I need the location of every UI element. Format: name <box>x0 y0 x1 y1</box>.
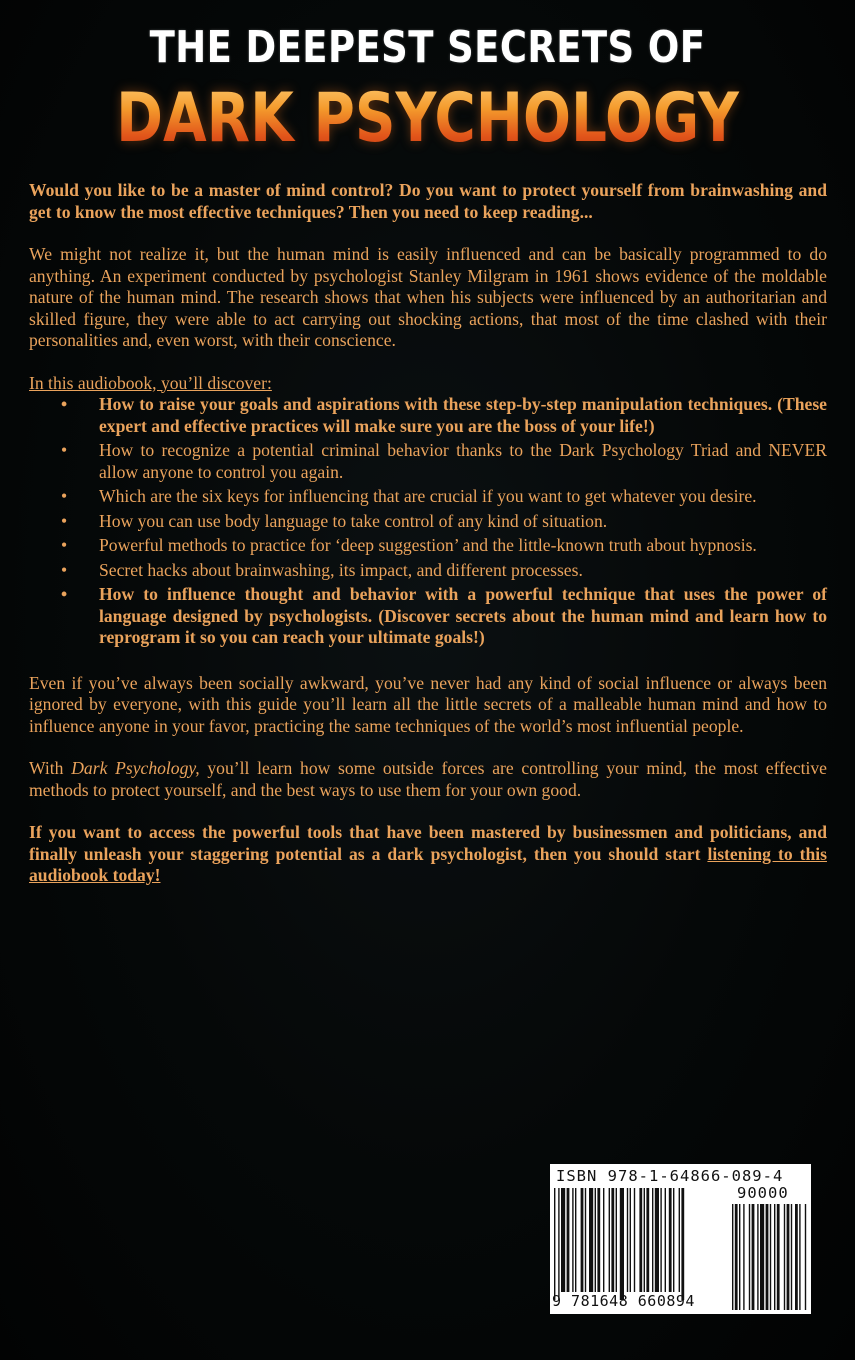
barcode-bar <box>575 1188 576 1292</box>
barcode-bar <box>567 1188 570 1292</box>
intro-paragraph: Would you like to be a master of mind control? Do you want to protect yourself from brainwashing and get to know the most effective techniques? Then you need to keep reading... <box>29 180 827 222</box>
barcode-bar <box>673 1188 674 1292</box>
barcode-bar <box>655 1188 659 1292</box>
list-item: • How to influence thought and behavior with a powerful technique that uses the power of language designed by psychologists. (Discover secrets about the human mind and learn how to reprogram it so you can reach your ultimate goals!) <box>99 584 827 649</box>
barcode-addon-bar <box>766 1204 769 1310</box>
barcode-bar <box>572 1188 573 1292</box>
closing-link: listening to this audiobook today! <box>29 843 827 885</box>
barcode-bar <box>597 1188 600 1292</box>
back-cover-blurb <box>29 180 827 887</box>
barcode-addon-bar <box>787 1204 790 1310</box>
isbn-number: ISBN 978-1-64866-089-4 <box>556 1167 784 1185</box>
body-paragraph-3 <box>29 758 827 801</box>
barcode-bar <box>611 1188 614 1292</box>
price-code: 90000 <box>737 1184 789 1202</box>
barcode-bar <box>644 1188 645 1292</box>
closing-text: If you want to access the powerful tools that have been mastered by businessmen and politicians, and finally unleash your staggering potential as a dark psychologist, then you should start <box>29 822 827 864</box>
barcode-bar <box>585 1188 586 1292</box>
body-paragraph-2: Even if you’ve always been socially awkward, you’ve never had any kind of social influence or always been ignored by everyone, with this guide you’ll learn all the little secrets of a malleable human mind and how to influence anyone in your favor, practicing the same techniques of the world’s most influential people. <box>29 672 827 736</box>
barcode-bar <box>554 1188 555 1300</box>
barcode-bar <box>660 1188 661 1292</box>
isbn-barcode-box <box>550 1164 811 1314</box>
barcode-bar <box>609 1188 610 1292</box>
list-item: • How to recognize a potential criminal behavior thanks to the Dark Psychology Triad and NEVER allow anyone to control you again. <box>99 440 827 483</box>
body-paragraph-1: We might not realize it, but the human mind is easily influenced and can be basically programmed to do anything. An experiment conducted by psychologist Stanley Milgram in 1961 shows evidence of the moldable nature of the human mind. The research shows that when his subjects were influenced by an authoritarian and skilled figure, they were able to act carrying out shocking actions, that most of the time clashed with their personalities and, even worst, with their conscience. <box>29 244 827 350</box>
list-item: • Which are the six keys for influencing that are crucial if you want to get whatever you desire. <box>99 486 827 508</box>
book-title: Dark Psychology, <box>71 758 200 778</box>
barcode-bar <box>603 1188 604 1292</box>
barcode-bar <box>558 1188 559 1300</box>
barcode-bar <box>646 1188 649 1292</box>
barcode-addon-bar <box>770 1204 771 1310</box>
barcode-bar <box>634 1188 635 1292</box>
discover-list <box>29 394 827 649</box>
barcode-bar <box>665 1188 666 1292</box>
list-item: • Secret hacks about brainwashing, its impact, and different processes. <box>99 560 827 582</box>
barcode-bar <box>616 1188 617 1292</box>
barcode-bar <box>627 1188 628 1292</box>
list-item: • Powerful methods to practice for ‘deep suggestion’ and the little-known truth about hypnosis. <box>99 535 827 557</box>
title-line-1: THE DEEPEST SECRETS OF <box>149 22 706 73</box>
barcode-bar <box>595 1188 596 1292</box>
barcode-addon-bar <box>799 1204 800 1310</box>
barcode-addon-bar <box>791 1204 792 1310</box>
barcode-bar <box>652 1188 653 1292</box>
barcode-bar <box>620 1188 624 1300</box>
closing-paragraph <box>29 822 827 887</box>
barcode-bar <box>561 1188 565 1292</box>
barcode-addon-bar <box>752 1204 755 1310</box>
barcode-bar <box>581 1188 584 1292</box>
cover-title <box>0 20 855 162</box>
barcode-addon-bar <box>795 1204 798 1310</box>
barcode-bar <box>681 1188 684 1300</box>
list-heading: In this audiobook, you’ll discover: <box>29 372 272 393</box>
paragraph-3-rest: you’ll learn how some outside forces are controlling your mind, the most effective methods to protect yourself, and the best ways to use them for your own good. <box>29 758 827 800</box>
barcode-bar <box>639 1188 642 1292</box>
barcode-addon-bar <box>784 1204 785 1310</box>
list-item: • How you can use body language to take control of any kind of situation. <box>99 511 827 533</box>
barcode-addon-bar <box>774 1204 775 1310</box>
ean-digits: 9 781648 660894 <box>552 1292 695 1310</box>
paragraph-3-prefix: With <box>29 758 72 778</box>
barcode-bar <box>669 1188 672 1292</box>
title-line-2: DARK PSYCHOLOGY <box>73 76 783 162</box>
list-item: • How to raise your goals and aspirations with these step-by-step manipulation techniques. (These expert and effective practices will make sure you are the boss of your life!) <box>99 394 827 437</box>
barcode-addon-bar <box>757 1204 758 1310</box>
barcode-bar <box>679 1188 680 1292</box>
barcode-addon-bar <box>805 1204 806 1310</box>
barcode-addon-bar <box>760 1204 764 1310</box>
barcode-bar <box>589 1188 593 1292</box>
barcode-bar <box>630 1188 631 1292</box>
barcode-addon-bar <box>777 1204 780 1310</box>
